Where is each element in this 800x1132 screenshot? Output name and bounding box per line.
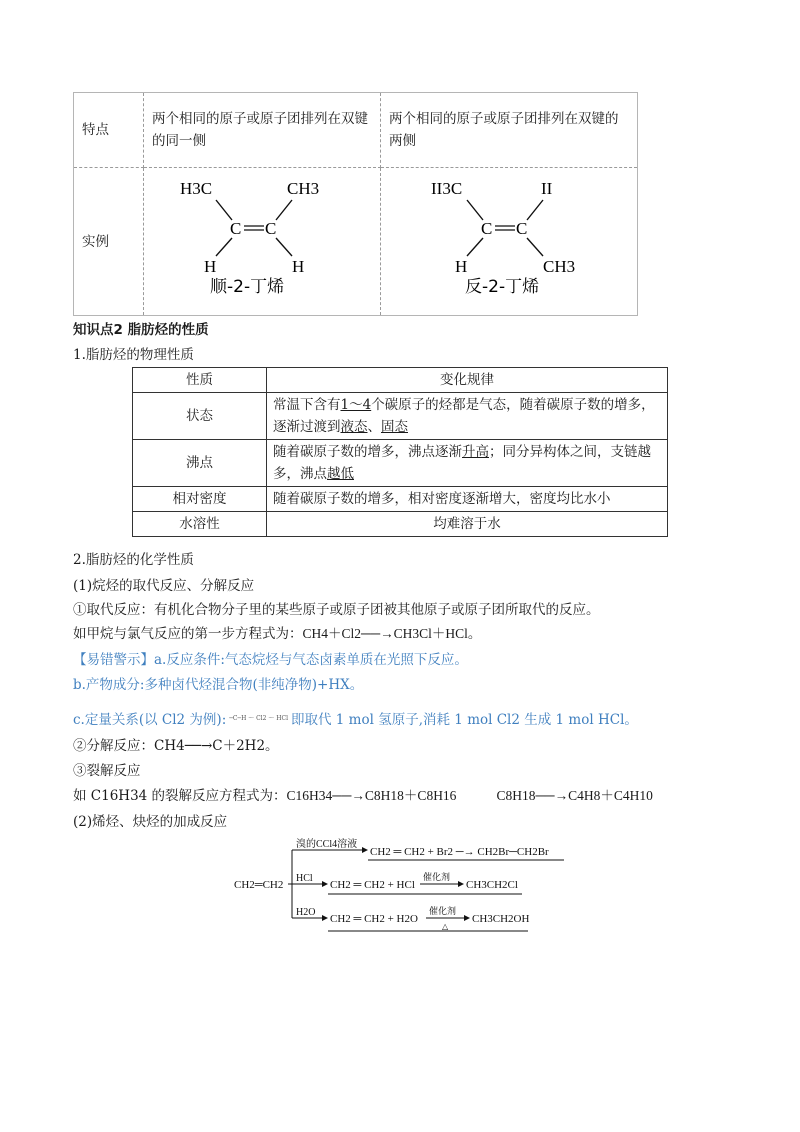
branch3-catalyst: 催化剂 — [429, 906, 457, 916]
table-row — [133, 512, 668, 537]
branch3-equation: CH2 ═ CH2 + H2O — [330, 913, 418, 925]
cracking-equations — [73, 784, 653, 804]
svg-text:C: C — [481, 219, 493, 238]
branch3-condition: H2O — [296, 907, 316, 918]
prop-state: 状态 — [133, 393, 267, 440]
warning-c — [73, 708, 638, 728]
warning-b: b.产物成分:多种卤代烃混合物(非纯净物)+HX。 — [73, 677, 364, 693]
svg-text:C: C — [265, 219, 277, 238]
header-property: 性质 — [133, 368, 267, 393]
rule-text: 常温下含有 — [273, 397, 341, 413]
branch3-heat: △ — [442, 922, 449, 931]
trans-tl-label: II3C — [431, 179, 463, 198]
rule-boiling — [267, 440, 668, 487]
rule-text: 、 — [367, 419, 381, 435]
decomposition-reaction: ②分解反应：CH4──→C＋2H2。 — [73, 738, 279, 754]
prop-density: 相对密度 — [133, 487, 267, 512]
eq-formula: C16H34──→C8H18＋C8H16 — [286, 788, 457, 803]
branch2-catalyst: 催化剂 — [423, 872, 451, 882]
cis-2-butene-structure — [152, 168, 372, 308]
rule-blank: 1～4 — [340, 397, 372, 413]
branch2-product: CH3CH2Cl — [466, 879, 518, 891]
trans-bl-label: H — [455, 257, 468, 276]
rule-state — [267, 393, 668, 440]
cis-tr-label: CH3 — [287, 179, 320, 198]
table-row — [74, 168, 638, 316]
eq-prefix: 如 C16H34 的裂解反应方程式为： — [73, 788, 287, 804]
trans-caption: 反-2-丁烯 — [465, 277, 540, 297]
isomer-table — [73, 92, 638, 316]
cis-br-label: H — [292, 257, 305, 276]
substitution-definition: ①取代反应：有机化合物分子里的某些原子或原子团被其他原子或原子团所取代的反应。 — [73, 602, 600, 618]
table-row — [133, 440, 668, 487]
rule-blank: 越低 — [327, 466, 354, 482]
trans-structure-cell — [381, 168, 638, 316]
cis-caption: 顺-2-丁烯 — [210, 277, 285, 297]
warning-text: a.反应条件:气态烷烃与气态卤素单质在光照下反应。 — [154, 652, 468, 668]
branch1-condition: 溴的CCl4溶液 — [296, 839, 358, 850]
cis-bl-label: H — [204, 257, 217, 276]
table-row — [133, 393, 668, 440]
prop-boiling: 沸点 — [133, 440, 267, 487]
cis-feature: 两个相同的原子或原子团排列在双键的同一侧 — [144, 93, 381, 168]
addition-reaction-scheme — [232, 836, 572, 936]
branch1-equation: CH2 ═ CH2 + Br2 ─→ CH2Br─CH2Br — [370, 846, 549, 858]
trans-br-label: CH3 — [543, 257, 576, 276]
rule-density: 随着碳原子数的增多，相对密度逐渐增大，密度均比水小 — [267, 487, 668, 512]
header-rule: 变化规律 — [267, 368, 668, 393]
cracking-title: ③裂解反应 — [73, 763, 141, 779]
table-row — [74, 93, 638, 168]
eq-prefix: 如甲烷与氯气反应的第一步方程式为： — [73, 626, 303, 642]
trans-2-butene-structure — [389, 168, 629, 308]
branch3-product: CH3CH2OH — [472, 913, 530, 925]
rule-blank: 固态 — [381, 419, 408, 435]
rule-text: 随着碳原子数的增多，沸点逐渐 — [273, 444, 462, 460]
subsection-addition: (2)烯烃、炔烃的加成反应 — [73, 814, 228, 830]
scheme-reactant: CH2═CH2 — [234, 879, 284, 891]
subsection-chemical: 2.脂肪烃的化学性质 — [73, 552, 194, 568]
svg-text:C: C — [516, 219, 528, 238]
cis-structure-cell — [144, 168, 381, 316]
warning-text: 即取代 1 mol 氢原子,消耗 1 mol Cl2 生成 1 mol HCl。 — [291, 712, 638, 728]
branch2-condition: HCl — [296, 873, 313, 884]
warning-a — [73, 648, 468, 668]
physical-properties-table — [132, 367, 668, 537]
warning-text: c.定量关系(以 Cl2 为例): — [73, 712, 227, 728]
feature-label: 特点 — [74, 93, 144, 168]
eq-formula: CH4＋Cl2──→CH3Cl＋HCl。 — [302, 626, 482, 641]
cis-tl-label: H3C — [180, 179, 213, 198]
table-row — [133, 487, 668, 512]
methane-equation — [73, 622, 481, 642]
section-title: 知识点2 脂肪烃的性质 — [73, 322, 209, 338]
example-label: 实例 — [74, 168, 144, 316]
trans-tr-label: II — [541, 179, 553, 198]
subsection-alkane: (1)烷烃的取代反应、分解反应 — [73, 578, 255, 594]
branch2-equation: CH2 ═ CH2 + HCl — [330, 879, 415, 891]
eq-formula: C8H18──→C4H8＋C4H10 — [496, 788, 653, 803]
rule-solubility: 均难溶于水 — [267, 512, 668, 537]
prop-solubility: 水溶性 — [133, 512, 267, 537]
trans-feature: 两个相同的原子或原子团排列在双键的两侧 — [381, 93, 638, 168]
rule-text: ；同分异构体之间，支链越多，沸点 — [273, 444, 651, 482]
rule-text: 个碳原子的烃都是气态，随着碳原子数的增多，逐渐过渡到 — [273, 397, 655, 435]
rule-blank: 液态 — [340, 419, 368, 435]
svg-text:C: C — [230, 219, 242, 238]
warning-tag: 【易错警示】 — [73, 652, 154, 668]
rule-blank: 升高 — [462, 444, 489, 460]
subsection-physical: 1.脂肪烃的物理性质 — [73, 347, 194, 363]
table-header-row — [133, 368, 668, 393]
quantity-relation-formula: ─C─H ～ Cl2 ～ HCl — [229, 715, 289, 722]
